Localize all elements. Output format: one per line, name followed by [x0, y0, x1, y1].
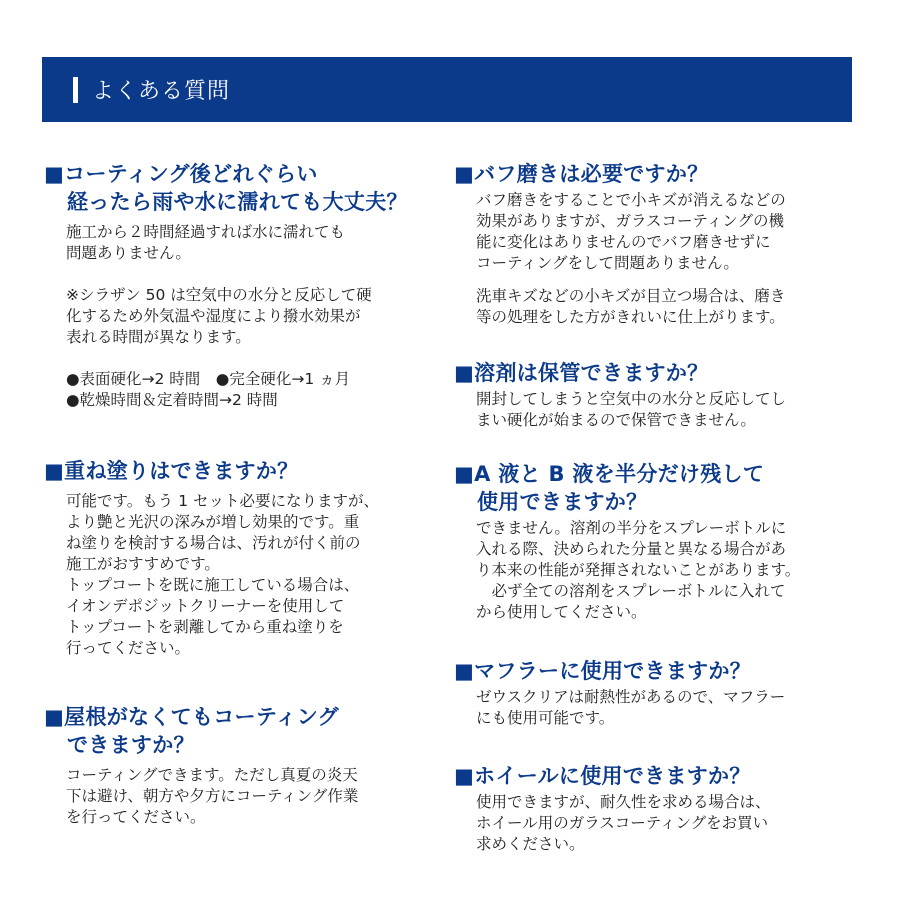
answer — [44, 765, 429, 828]
question — [454, 460, 859, 516]
question — [44, 703, 429, 759]
question-line: ■バフ磨きは必要ですか？ — [454, 162, 709, 186]
answer-line: 施工がおすすめです。 — [66, 555, 220, 573]
answer-line: ね塗りを検討する場合は、汚れが付く前の — [66, 534, 361, 552]
question-line: ■A 液と B 液を半分だけ残して — [454, 462, 765, 486]
question-line: できますか？ — [67, 733, 195, 757]
question-line: ■マフラーに使用できますか？ — [454, 659, 752, 683]
question-line: 使用できますか？ — [477, 490, 648, 514]
answer-line: より艶と光沢の深みが増し効果的です。重 — [66, 513, 360, 531]
answer-line: トップコートを既に施工している場合は、 — [66, 576, 360, 594]
answer-line: 使用できますが、耐久性を求める場合は、 — [476, 793, 771, 811]
page-title: よくある質問 — [92, 79, 231, 104]
answer-line: 必ず全ての溶剤をスプレーボトルに入れて — [476, 582, 786, 600]
faq-item-buffing — [454, 160, 859, 328]
answer-line: り本来の性能が発揮されないことがあります。 — [476, 561, 801, 579]
faq-header — [42, 57, 852, 122]
answer-line: できません。溶剤の半分をスプレーボトルに — [476, 519, 787, 537]
header-accent-bar — [73, 77, 78, 103]
question — [454, 657, 859, 685]
answer-line: コーティングをして問題ありません。 — [476, 254, 739, 272]
question-line: 経ったら雨や水に濡れても大丈夫？ — [67, 190, 408, 214]
answer-line: 入れる際、決められた分量と異なる場合があ — [476, 540, 787, 558]
answer-line: 化するため外気温や湿度により撥水効果が — [66, 307, 361, 325]
answer — [44, 491, 429, 659]
question — [454, 359, 859, 387]
faq-item-storage — [454, 359, 859, 431]
question — [454, 160, 859, 188]
answer-line: バフ磨きをすることで小キズが消えるなどの — [476, 191, 786, 209]
answer — [454, 687, 859, 729]
answer-line: ●表面硬化→2 時間 ●完全硬化→1 ヵ月 — [66, 370, 351, 388]
question-line: ■コーティング後どれぐらい — [44, 162, 318, 186]
answer-line: 行ってください。 — [66, 639, 191, 657]
answer-line: 求めください。 — [476, 835, 585, 853]
answer-line: 洗車キズなどの小キズが目立つ場合は、磨き — [476, 287, 786, 305]
answer-line: まい硬化が始まるので保管できません。 — [476, 411, 756, 429]
answer — [44, 222, 429, 411]
answer-line: 施工から２時間経過すれば水に濡れても — [66, 223, 346, 241]
answer — [454, 190, 859, 328]
question-line: ■溶剤は保管できますか？ — [454, 361, 709, 385]
answer-line: コーティングできます。ただし真夏の炎天 — [66, 766, 358, 784]
answer-line: ※シラザン 50 は空気中の水分と反応して硬 — [66, 286, 372, 304]
answer-line: ゼウスクリアは耐熱性があるので、マフラー — [476, 688, 786, 706]
answer-line: 開封してしまうと空気中の水分と反応してし — [476, 390, 787, 408]
answer-line: イオンデポジットクリーナーを使用して — [66, 597, 345, 615]
answer-line: 等の処理をした方がきれいに仕上がります。 — [476, 308, 785, 326]
answer-line: 効果がありますが、ガラスコーティングの機 — [476, 212, 784, 230]
question-line: ■重ね塗りはできますか？ — [44, 459, 299, 483]
answer-line: 可能です。もう 1 セット必要になりますが、 — [66, 492, 379, 510]
answer — [454, 792, 859, 855]
question — [44, 457, 429, 485]
answer-line: 表れる時間が異なります。 — [66, 328, 251, 346]
question — [44, 160, 429, 216]
answer-line: ●乾燥時間＆定着時間→2 時間 — [66, 391, 278, 409]
faq-item-recoat — [44, 457, 429, 659]
question — [454, 762, 859, 790]
answer-line: から使用してください。 — [476, 603, 647, 621]
answer-line: トップコートを剥離してから重ね塗りを — [66, 618, 344, 636]
answer-line: ホイール用のガラスコーティングをお買い — [476, 814, 769, 832]
answer-line: 能に変化はありませんのでバフ磨きせずに — [476, 233, 771, 251]
answer-line: 下は避け、朝方や夕方にコーティング作業 — [66, 787, 359, 805]
question-line: ■ホイールに使用できますか？ — [454, 764, 751, 788]
answer — [454, 389, 859, 431]
question-line: ■屋根がなくてもコーティング — [44, 705, 339, 729]
answer-line: を行ってください。 — [66, 808, 206, 826]
faq-item-muffler — [454, 657, 859, 729]
faq-item-wheel — [454, 762, 859, 855]
answer-line: にも使用可能です。 — [476, 709, 615, 727]
answer-line: 問題ありません。 — [66, 244, 191, 262]
answer — [454, 518, 859, 623]
faq-item-no-roof — [44, 703, 429, 828]
faq-item-rain — [44, 160, 429, 411]
faq-item-half-use — [454, 460, 859, 623]
